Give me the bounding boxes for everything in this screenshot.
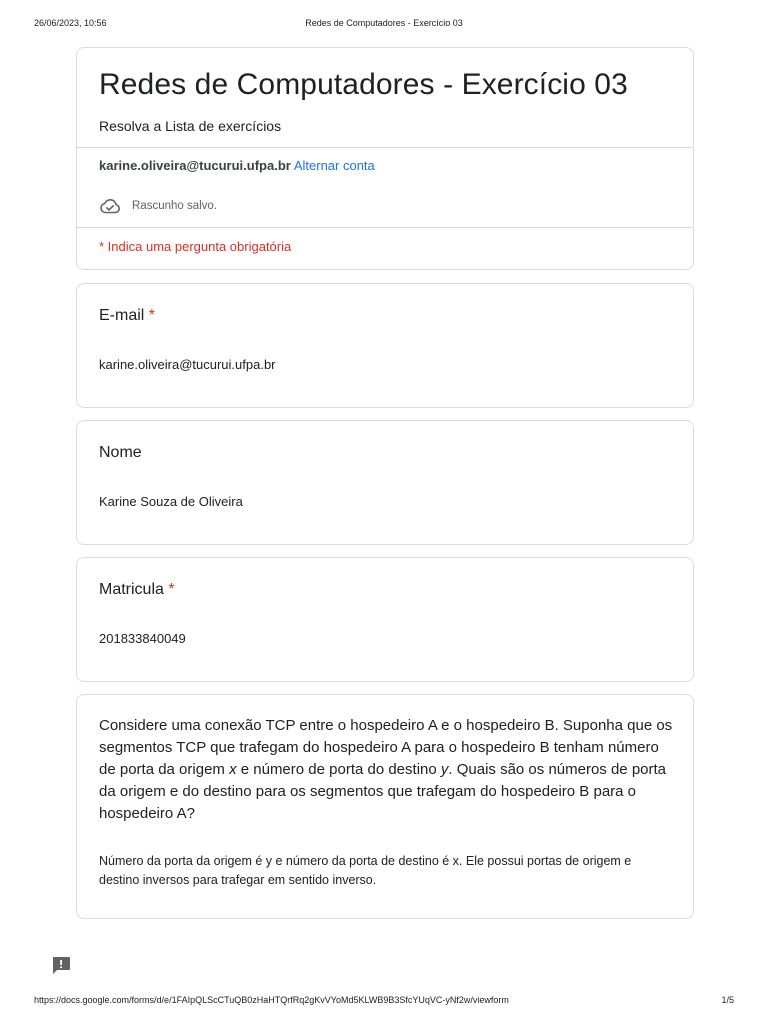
header-divider — [77, 147, 693, 148]
question-text-part: Considere uma conexão TCP entre o hospedeiro A e o hospedeiro B. Suponha que os segmentos TCP que trafegam do hospedeiro A para o hospedeiro B tenham número de porta da origem — [99, 717, 673, 778]
question-label — [99, 307, 155, 325]
feedback-icon[interactable] — [50, 954, 72, 976]
answer-text[interactable]: 201833840049 — [99, 631, 186, 646]
account-row — [99, 158, 375, 173]
print-page-number: 1/5 — [721, 995, 734, 1005]
question-card-email — [76, 283, 694, 408]
question-card-tcp — [76, 694, 694, 919]
required-note: * Indica uma pergunta obrigatória — [99, 239, 292, 254]
cloud-check-icon — [99, 198, 121, 214]
print-datetime: 26/06/2023, 10:56 — [34, 18, 107, 28]
print-url: https://docs.google.com/forms/d/e/1FAIpQLScCTuQB0zHaHTQrfRq2gKvVYoMd5KLWB9B3SfcYUqVC-yNf2w/viewform — [34, 995, 509, 1005]
answer-text[interactable]: Karine Souza de Oliveira — [99, 494, 243, 509]
question-text-part: e número de porta do destino — [236, 761, 441, 778]
required-asterisk: * — [168, 581, 175, 598]
form-title: Redes de Computadores - Exercício 03 — [99, 68, 628, 101]
question-title: E-mail — [99, 307, 145, 324]
draft-status-text: Rascunho salvo. — [132, 200, 218, 212]
question-card-matricula — [76, 557, 694, 682]
question-card-nome — [76, 420, 694, 545]
question-title: Matricula — [99, 581, 164, 598]
question-label — [99, 444, 142, 462]
question-text — [99, 715, 679, 825]
answer-text[interactable]: Número da porta da origem é y e número da porta de destino é x. Ele possui portas de origem e destino inversos para trafegar em sentido inverso. — [99, 854, 632, 887]
draft-status-row — [99, 195, 217, 217]
form-header-card — [76, 47, 694, 270]
print-doc-title: Redes de Computadores - Exercício 03 — [305, 18, 463, 28]
required-divider — [77, 227, 693, 228]
question-title: Nome — [99, 444, 142, 461]
question-label — [99, 581, 175, 599]
variable-y: y — [440, 761, 449, 778]
switch-account-link[interactable]: Alternar conta — [293, 158, 375, 173]
answer-text[interactable]: karine.oliveira@tucurui.ufpa.br — [99, 357, 276, 372]
question-text-part: . Quais são os números de porta da origem e do destino para os segmentos que trafegam do hospedeiro B para o hospedeiro A? — [99, 761, 667, 822]
variable-x: x — [229, 761, 237, 778]
required-asterisk: * — [148, 307, 156, 324]
form-description: Resolva a Lista de exercícios — [99, 118, 282, 134]
account-email: karine.oliveira@tucurui.ufpa.br — [99, 158, 291, 173]
